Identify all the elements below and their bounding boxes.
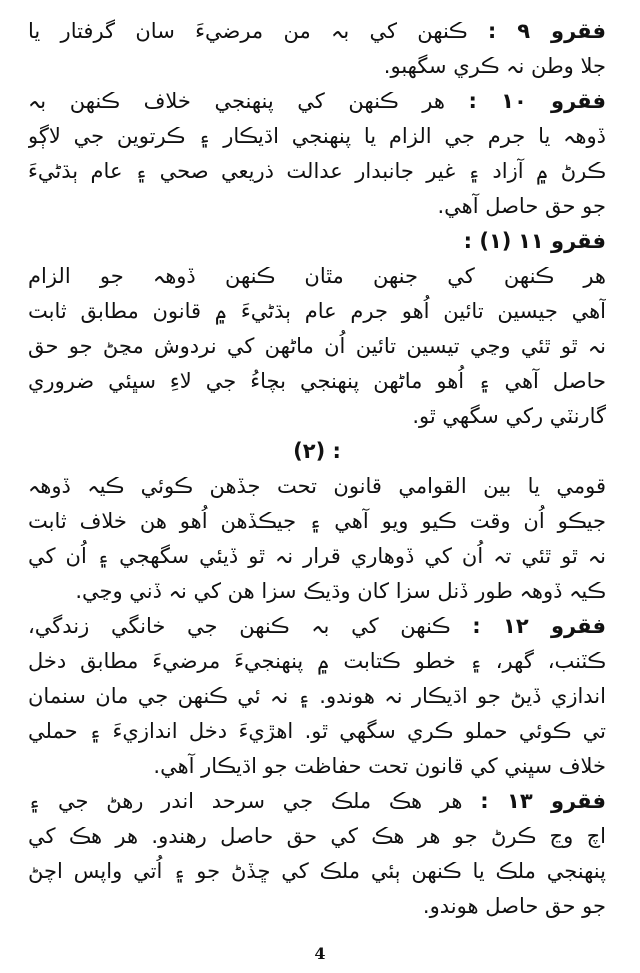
article-11-clause-2-line-4: ڪيہ ڏوهہ طور ڏنل سزا کان وڌيڪ سزا هن کي نہ ڏني وڃي. [75, 579, 606, 603]
article-13-line-1: فقرو ١٣ : هر هڪ ملڪ جي سرحد اندر رهڻ جي ۽ [28, 789, 606, 813]
article-9-line-2: جلا وطن نہ ڪري سگهبو. [383, 54, 606, 78]
page-number: 4 [314, 944, 326, 963]
article-11-clause-1-line-5: گارنٽي رکي سگهي ٿو. [412, 404, 606, 428]
article-9-heading: فقرو ٩ : [487, 19, 606, 43]
article-11-clause-1-line-3: نہ ٿو ٿئي وڃي تيسين تائين اُن ماڻهن کي نردوش مڃڻ جو حق [28, 334, 606, 358]
article-10-heading: فقرو ١٠ : [468, 89, 606, 113]
article-11-clause-2-line-2: جيڪو اُن وقت ڪيو ويو آهي ۽ جيڪڏهن اُهو هن خلاف ثابت [28, 509, 606, 533]
article-11-clause-1-line-1: هر ڪنهن کي جنهن مٿان ڪنهن ڏوهہ جو الزام [28, 264, 606, 288]
article-12-line-4: تي ڪوئي حملو ڪري سگهي ٿو. اهڙيءَ دخل اندازيءَ ۽ حملي [28, 719, 606, 743]
article-12-line-5: خلاف سڀني کي قانون تحت حفاظت جو اڌيڪار آهي. [153, 754, 606, 778]
article-11-clause-1-line-2: آهي جيسين تائين اُهو جرم عام ٻڌڻيءَ ۾ قانون مطابق ثابت [28, 299, 606, 323]
article-11-clause-1-label: (١) : [463, 229, 512, 253]
article-10-line-3: ڪرڻ ۾ آزاد ۽ غير جانبدار عدالت ذريعي صحي ۽ عام ٻڌڻيءَ [28, 159, 606, 183]
article-12-line-2: ڪٽنب، گهر، ۽ خطو ڪتابت ۾ پنهنجيءَ مرضيءَ مطابق دخل [28, 649, 606, 673]
article-11-clause-2-line-3: نہ ٿو ٿئي تہ اُن کي ڏوهاري قرار نہ ٿو ڏيئي سگهجي ۽ اُن کي [28, 544, 606, 568]
article-11-heading: فقرو ١١ [518, 229, 606, 253]
article-9-line-1: فقرو ٩ : ڪنهن کي بہ من مرضيءَ سان گرفتار يا [28, 19, 606, 43]
article-10-line-2: ڏوهہ يا جرم جي الزام يا پنهنجي اڌيڪار ۽ ڪرتوين جي لاڳو [28, 124, 606, 148]
article-11-clause-2-label: (٢) : [293, 439, 341, 463]
article-12-line-1: فقرو ١٢ : ڪنهن کي بہ ڪنهن جي خانگي زندگي، [28, 614, 606, 638]
article-12-heading: فقرو ١٢ : [472, 614, 606, 638]
article-12-line-3: اندازي ڏيڻ جو اڌيڪار نہ هوندو. ۽ نہ ئي ڪنهن جي مان سنمان [28, 684, 606, 708]
article-11-clause-2-line-1: قومي يا بين القوامي قانون تحت جڏهن ڪوئي ڪيہ ڏوهہ [28, 474, 606, 498]
article-11-heading-line [28, 224, 606, 259]
article-13-line-4: جو حق حاصل هوندو. [422, 894, 606, 918]
article-10-line-1: فقرو ١٠ : هر ڪنهن کي پنهنجي خلاف ڪنهن بہ [28, 89, 606, 113]
article-13-heading: فقرو ١٣ : [480, 789, 606, 813]
article-10-line-4: جو حق حاصل آهي. [437, 194, 606, 218]
article-11-clause-1-line-4: حاصل آهي ۽ اُهو ماڻهن پنهنجي بچاءُ جي لاءِ سڀئي ضروري [28, 369, 606, 393]
article-13-line-2: اچ وڃ ڪرڻ جو هر هڪ کي حق حاصل رهندو. هر هڪ کي [28, 824, 606, 848]
article-13-line-3: پنهنجي ملڪ يا ڪنهن ٻئي ملڪ کي ڇڏڻ جو ۽ اُتي واپس اچڻ [28, 859, 606, 883]
